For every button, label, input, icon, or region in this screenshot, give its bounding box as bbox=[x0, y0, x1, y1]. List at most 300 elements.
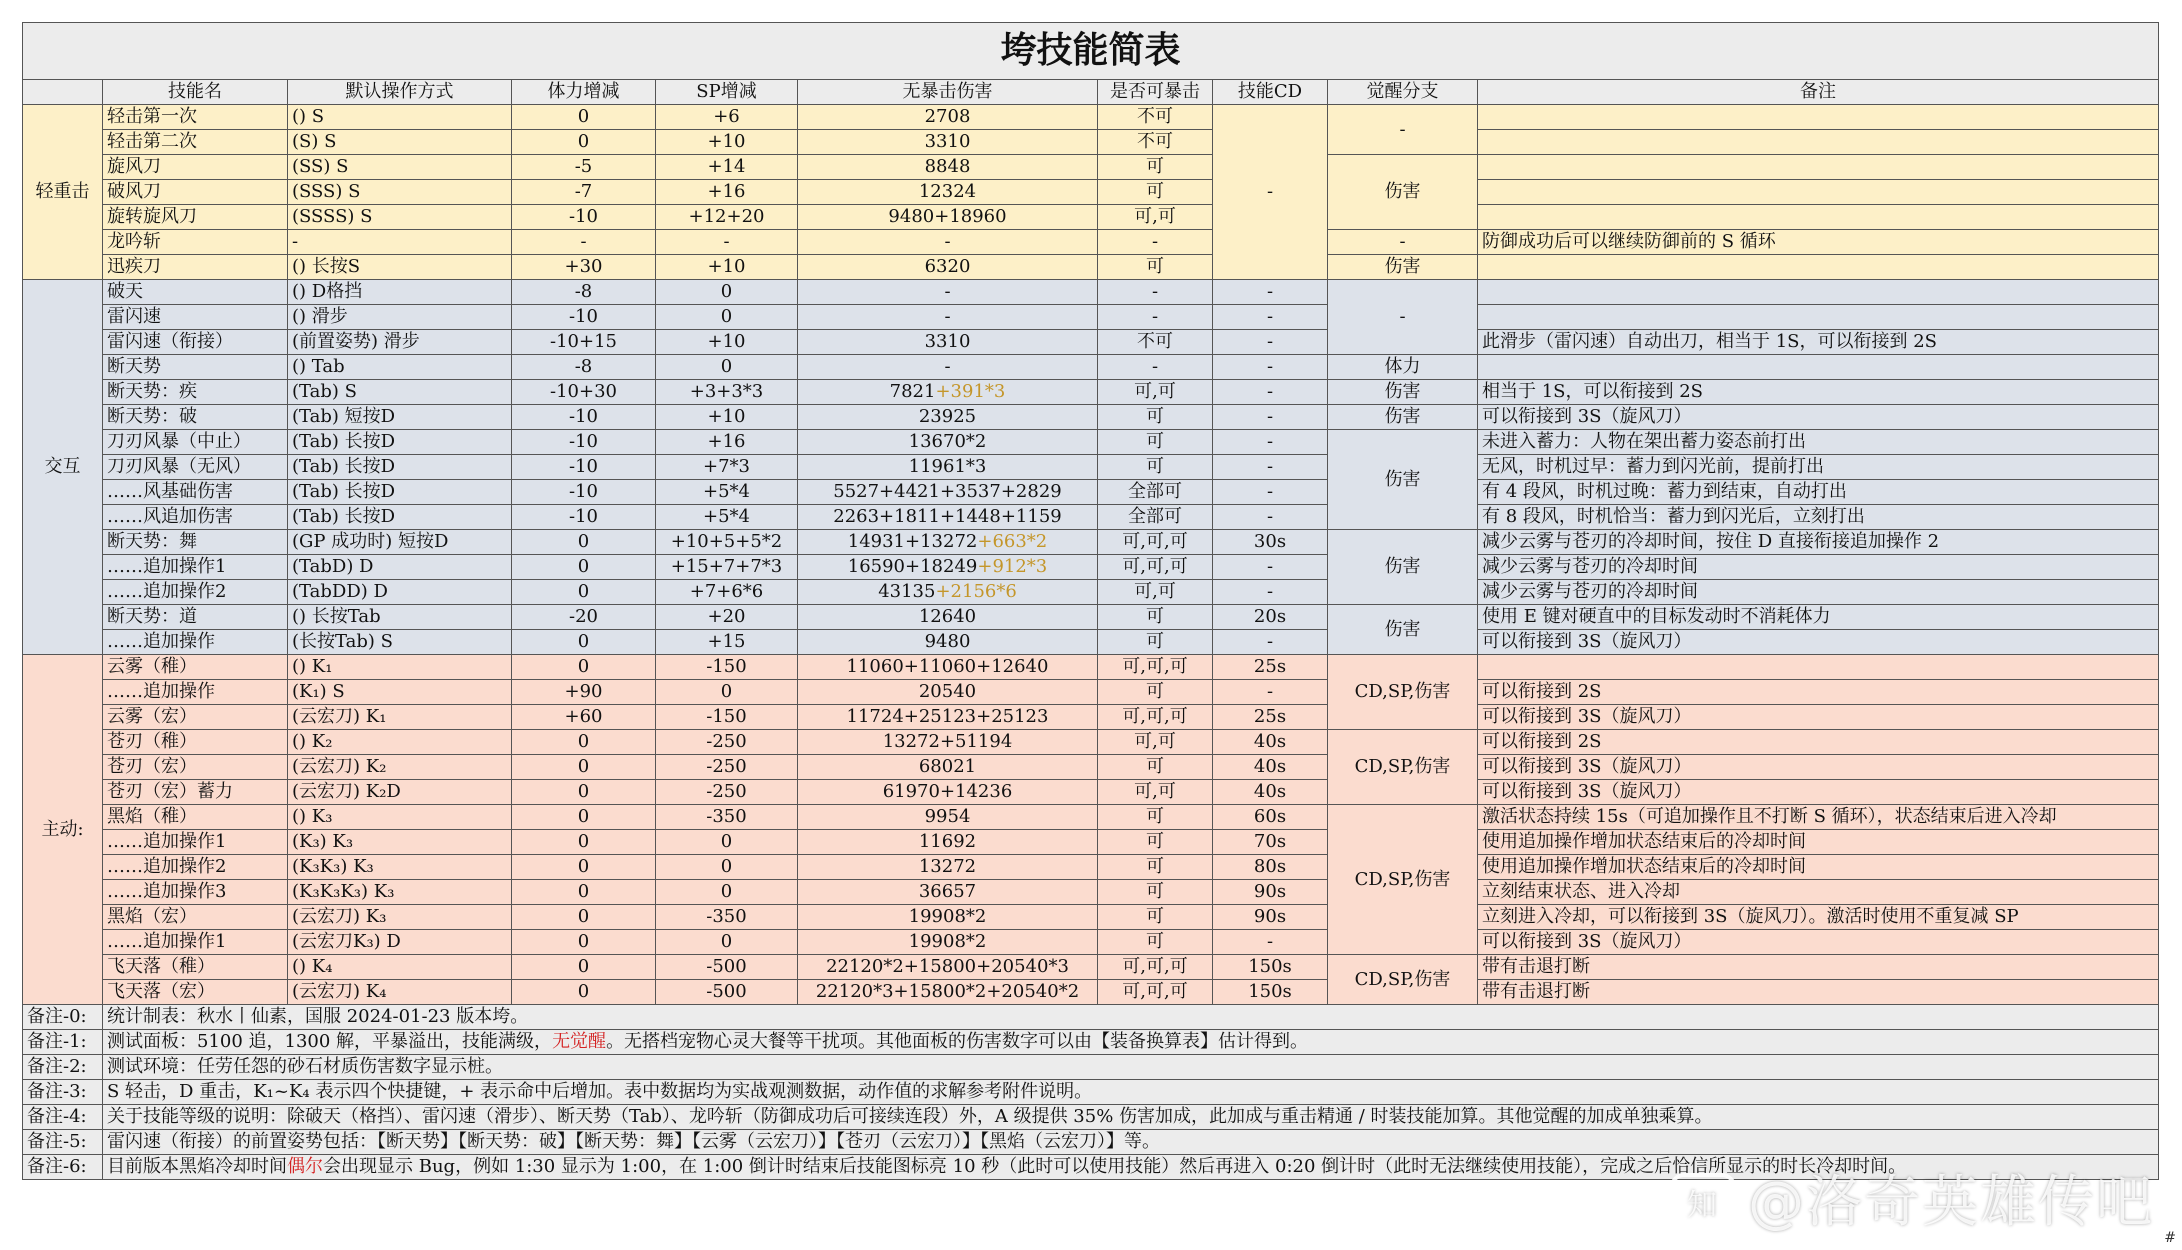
damage-cell[interactable] bbox=[798, 830, 1098, 855]
sp-cell[interactable]: +7+6*6 bbox=[656, 580, 798, 605]
stamina-cell[interactable]: -10 bbox=[512, 305, 656, 330]
operation-cell[interactable]: () D格挡 bbox=[288, 280, 512, 305]
note-cell[interactable]: 立刻结束状态、进入冷却 bbox=[1478, 880, 2159, 905]
cd-cell[interactable]: - bbox=[1213, 580, 1328, 605]
operation-cell[interactable]: (TabD) D bbox=[288, 555, 512, 580]
sp-cell[interactable]: +10 bbox=[656, 330, 798, 355]
awaken-branch-cell[interactable]: - bbox=[1328, 280, 1478, 355]
sp-cell[interactable]: 0 bbox=[656, 880, 798, 905]
note-cell[interactable] bbox=[1478, 355, 2159, 380]
header-cell[interactable]: 觉醒分支 bbox=[1328, 80, 1478, 105]
sp-cell[interactable]: 0 bbox=[656, 680, 798, 705]
operation-cell[interactable]: (Tab) 长按D bbox=[288, 505, 512, 530]
damage-cell[interactable] bbox=[798, 530, 1098, 555]
damage-cell[interactable] bbox=[798, 155, 1098, 180]
header-cell[interactable]: 技能CD bbox=[1213, 80, 1328, 105]
crit-cell[interactable]: 可 bbox=[1098, 430, 1213, 455]
skill-name-cell[interactable]: 苍刃（宏） bbox=[103, 755, 288, 780]
crit-cell[interactable]: - bbox=[1098, 355, 1213, 380]
cd-cell[interactable]: - bbox=[1213, 455, 1328, 480]
skill-name-cell[interactable]: 苍刃（稚） bbox=[103, 730, 288, 755]
operation-cell[interactable]: (Tab) 长按D bbox=[288, 455, 512, 480]
skill-name-cell[interactable]: 破风刀 bbox=[103, 180, 288, 205]
operation-cell[interactable]: (SS) S bbox=[288, 155, 512, 180]
note-cell[interactable] bbox=[1478, 130, 2159, 155]
damage-cell[interactable] bbox=[798, 730, 1098, 755]
awaken-branch-cell[interactable]: 体力 bbox=[1328, 355, 1478, 380]
skill-name-cell[interactable]: 云雾（宏） bbox=[103, 705, 288, 730]
skill-name-cell[interactable]: 飞天落（稚） bbox=[103, 955, 288, 980]
skill-name-cell[interactable]: 断天势：道 bbox=[103, 605, 288, 630]
damage-cell[interactable] bbox=[798, 130, 1098, 155]
sp-cell[interactable]: -500 bbox=[656, 955, 798, 980]
skill-name-cell[interactable]: 刀刃风暴（无风） bbox=[103, 455, 288, 480]
stamina-cell[interactable]: 0 bbox=[512, 555, 656, 580]
crit-cell[interactable]: 可,可,可 bbox=[1098, 555, 1213, 580]
crit-cell[interactable]: 全部可 bbox=[1098, 505, 1213, 530]
sp-cell[interactable]: -250 bbox=[656, 755, 798, 780]
damage-cell[interactable] bbox=[798, 955, 1098, 980]
operation-cell[interactable]: (Tab) 长按D bbox=[288, 480, 512, 505]
operation-cell[interactable]: (K₃) K₃ bbox=[288, 830, 512, 855]
operation-cell[interactable]: (云宏刀) K₃ bbox=[288, 905, 512, 930]
crit-cell[interactable]: 可 bbox=[1098, 830, 1213, 855]
note-cell[interactable]: 防御成功后可以继续防御前的 S 循环 bbox=[1478, 230, 2159, 255]
stamina-cell[interactable]: 0 bbox=[512, 530, 656, 555]
damage-cell[interactable] bbox=[798, 930, 1098, 955]
cd-cell[interactable]: 25s bbox=[1213, 705, 1328, 730]
crit-cell[interactable]: 可,可,可 bbox=[1098, 980, 1213, 1005]
skill-name-cell[interactable]: 刀刃风暴（中止） bbox=[103, 430, 288, 455]
stamina-cell[interactable]: -10+30 bbox=[512, 380, 656, 405]
cd-cell[interactable]: 60s bbox=[1213, 805, 1328, 830]
skill-name-cell[interactable]: 飞天落（宏） bbox=[103, 980, 288, 1005]
operation-cell[interactable]: () 长按Tab bbox=[288, 605, 512, 630]
crit-cell[interactable]: 可 bbox=[1098, 155, 1213, 180]
awaken-branch-cell[interactable]: CD,SP,伤害 bbox=[1328, 655, 1478, 730]
operation-cell[interactable]: (前置姿势) 滑步 bbox=[288, 330, 512, 355]
stamina-cell[interactable]: -10 bbox=[512, 455, 656, 480]
operation-cell[interactable]: () K₃ bbox=[288, 805, 512, 830]
operation-cell[interactable]: (K₁) S bbox=[288, 680, 512, 705]
damage-cell[interactable] bbox=[798, 355, 1098, 380]
skill-name-cell[interactable]: ……风基础伤害 bbox=[103, 480, 288, 505]
stamina-cell[interactable]: 0 bbox=[512, 905, 656, 930]
damage-cell[interactable] bbox=[798, 705, 1098, 730]
skill-name-cell[interactable]: 旋转旋风刀 bbox=[103, 205, 288, 230]
note-cell[interactable]: 相当于 1S，可以衔接到 2S bbox=[1478, 380, 2159, 405]
crit-cell[interactable]: 可 bbox=[1098, 455, 1213, 480]
note-cell[interactable]: 使用追加操作增加状态结束后的冷却时间 bbox=[1478, 855, 2159, 880]
crit-cell[interactable]: - bbox=[1098, 305, 1213, 330]
sp-cell[interactable]: 0 bbox=[656, 930, 798, 955]
sp-cell[interactable]: -150 bbox=[656, 705, 798, 730]
skill-name-cell[interactable]: 雷闪速（衔接） bbox=[103, 330, 288, 355]
operation-cell[interactable]: (云宏刀) K₂ bbox=[288, 755, 512, 780]
sp-cell[interactable]: 0 bbox=[656, 830, 798, 855]
damage-cell[interactable] bbox=[798, 880, 1098, 905]
cd-cell[interactable]: 70s bbox=[1213, 830, 1328, 855]
stamina-cell[interactable]: 0 bbox=[512, 755, 656, 780]
damage-cell[interactable] bbox=[798, 555, 1098, 580]
damage-cell[interactable] bbox=[798, 330, 1098, 355]
skill-name-cell[interactable]: 龙吟斩 bbox=[103, 230, 288, 255]
crit-cell[interactable]: 可 bbox=[1098, 180, 1213, 205]
cd-cell[interactable]: 40s bbox=[1213, 730, 1328, 755]
cd-cell[interactable]: - bbox=[1213, 930, 1328, 955]
sp-cell[interactable]: +15+7+7*3 bbox=[656, 555, 798, 580]
cd-cell[interactable]: - bbox=[1213, 630, 1328, 655]
stamina-cell[interactable]: 0 bbox=[512, 630, 656, 655]
note-cell[interactable]: 使用 E 键对硬直中的目标发动时不消耗体力 bbox=[1478, 605, 2159, 630]
crit-cell[interactable]: 可,可,可 bbox=[1098, 530, 1213, 555]
crit-cell[interactable]: 可,可 bbox=[1098, 730, 1213, 755]
sp-cell[interactable]: +6 bbox=[656, 105, 798, 130]
operation-cell[interactable]: (S) S bbox=[288, 130, 512, 155]
stamina-cell[interactable]: -8 bbox=[512, 355, 656, 380]
stamina-cell[interactable]: -10+15 bbox=[512, 330, 656, 355]
cd-cell[interactable]: 150s bbox=[1213, 980, 1328, 1005]
header-cell[interactable]: 技能名 bbox=[103, 80, 288, 105]
sp-cell[interactable]: +20 bbox=[656, 605, 798, 630]
damage-cell[interactable] bbox=[798, 580, 1098, 605]
awaken-branch-cell[interactable]: 伤害 bbox=[1328, 605, 1478, 655]
sp-cell[interactable]: -500 bbox=[656, 980, 798, 1005]
sp-cell[interactable]: +10 bbox=[656, 255, 798, 280]
operation-cell[interactable]: () Tab bbox=[288, 355, 512, 380]
damage-cell[interactable] bbox=[798, 255, 1098, 280]
crit-cell[interactable]: 不可 bbox=[1098, 130, 1213, 155]
awaken-branch-cell[interactable]: 伤害 bbox=[1328, 430, 1478, 530]
damage-cell[interactable] bbox=[798, 855, 1098, 880]
note-cell[interactable]: 未进入蓄力：人物在架出蓄力姿态前打出 bbox=[1478, 430, 2159, 455]
sp-cell[interactable]: +10+5+5*2 bbox=[656, 530, 798, 555]
skill-name-cell[interactable]: 云雾（稚） bbox=[103, 655, 288, 680]
operation-cell[interactable]: (长按Tab) S bbox=[288, 630, 512, 655]
header-cell[interactable]: 无暴击伤害 bbox=[798, 80, 1098, 105]
cd-cell[interactable]: - bbox=[1213, 405, 1328, 430]
sp-cell[interactable]: +16 bbox=[656, 180, 798, 205]
awaken-branch-cell[interactable]: CD,SP,伤害 bbox=[1328, 955, 1478, 1005]
stamina-cell[interactable]: +30 bbox=[512, 255, 656, 280]
damage-cell[interactable] bbox=[798, 205, 1098, 230]
crit-cell[interactable]: 可,可 bbox=[1098, 380, 1213, 405]
operation-cell[interactable]: () K₄ bbox=[288, 955, 512, 980]
crit-cell[interactable]: 可 bbox=[1098, 755, 1213, 780]
stamina-cell[interactable]: 0 bbox=[512, 730, 656, 755]
skill-name-cell[interactable]: 断天势：疾 bbox=[103, 380, 288, 405]
sp-cell[interactable]: 0 bbox=[656, 305, 798, 330]
awaken-branch-cell[interactable]: CD,SP,伤害 bbox=[1328, 805, 1478, 955]
damage-cell[interactable] bbox=[798, 380, 1098, 405]
operation-cell[interactable]: (GP 成功时) 短按D bbox=[288, 530, 512, 555]
skill-name-cell[interactable]: 黑焰（宏） bbox=[103, 905, 288, 930]
sp-cell[interactable]: +3+3*3 bbox=[656, 380, 798, 405]
sp-cell[interactable]: +10 bbox=[656, 130, 798, 155]
note-cell[interactable]: 立刻进入冷却，可以衔接到 3S（旋风刀）。激活时使用不重复减 SP bbox=[1478, 905, 2159, 930]
stamina-cell[interactable]: +60 bbox=[512, 705, 656, 730]
sp-cell[interactable]: 0 bbox=[656, 355, 798, 380]
note-cell[interactable]: 可以衔接到 3S（旋风刀） bbox=[1478, 630, 2159, 655]
note-cell[interactable] bbox=[1478, 655, 2159, 680]
damage-cell[interactable] bbox=[798, 655, 1098, 680]
damage-cell[interactable] bbox=[798, 430, 1098, 455]
damage-cell[interactable] bbox=[798, 305, 1098, 330]
cd-cell[interactable]: 25s bbox=[1213, 655, 1328, 680]
note-cell[interactable]: 减少云雾与苍刃的冷却时间 bbox=[1478, 555, 2159, 580]
damage-cell[interactable] bbox=[798, 280, 1098, 305]
skill-name-cell[interactable]: ……追加操作1 bbox=[103, 830, 288, 855]
operation-cell[interactable]: (TabDD) D bbox=[288, 580, 512, 605]
damage-cell[interactable] bbox=[798, 180, 1098, 205]
note-cell[interactable]: 可以衔接到 3S（旋风刀） bbox=[1478, 705, 2159, 730]
crit-cell[interactable]: 可 bbox=[1098, 855, 1213, 880]
operation-cell[interactable]: (云宏刀) K₂D bbox=[288, 780, 512, 805]
cd-cell[interactable]: - bbox=[1213, 480, 1328, 505]
note-cell[interactable] bbox=[1478, 105, 2159, 130]
stamina-cell[interactable]: -20 bbox=[512, 605, 656, 630]
note-cell[interactable]: 可以衔接到 2S bbox=[1478, 730, 2159, 755]
skill-name-cell[interactable]: 破天 bbox=[103, 280, 288, 305]
stamina-cell[interactable]: 0 bbox=[512, 655, 656, 680]
stamina-cell[interactable]: -10 bbox=[512, 405, 656, 430]
note-cell[interactable]: 可以衔接到 3S（旋风刀） bbox=[1478, 930, 2159, 955]
awaken-branch-cell[interactable]: - bbox=[1328, 230, 1478, 255]
skill-name-cell[interactable]: ……追加操作 bbox=[103, 680, 288, 705]
cd-cell[interactable]: 90s bbox=[1213, 880, 1328, 905]
cd-cell[interactable]: 90s bbox=[1213, 905, 1328, 930]
skill-name-cell[interactable]: ……追加操作2 bbox=[103, 580, 288, 605]
operation-cell[interactable]: () 长按S bbox=[288, 255, 512, 280]
damage-cell[interactable] bbox=[798, 630, 1098, 655]
skill-name-cell[interactable]: ……追加操作2 bbox=[103, 855, 288, 880]
sp-cell[interactable]: -350 bbox=[656, 805, 798, 830]
header-cell[interactable]: 备注 bbox=[1478, 80, 2159, 105]
crit-cell[interactable]: - bbox=[1098, 230, 1213, 255]
operation-cell[interactable]: () K₁ bbox=[288, 655, 512, 680]
skill-name-cell[interactable]: ……追加操作1 bbox=[103, 930, 288, 955]
crit-cell[interactable]: 可 bbox=[1098, 905, 1213, 930]
cd-cell[interactable]: - bbox=[1213, 430, 1328, 455]
note-cell[interactable] bbox=[1478, 280, 2159, 305]
stamina-cell[interactable]: -7 bbox=[512, 180, 656, 205]
skill-name-cell[interactable]: ……追加操作3 bbox=[103, 880, 288, 905]
damage-cell[interactable] bbox=[798, 480, 1098, 505]
note-cell[interactable]: 此滑步（雷闪速）自动出刀，相当于 1S，可以衔接到 2S bbox=[1478, 330, 2159, 355]
damage-cell[interactable] bbox=[798, 605, 1098, 630]
crit-cell[interactable]: 可,可 bbox=[1098, 205, 1213, 230]
header-cell[interactable]: SP增减 bbox=[656, 80, 798, 105]
operation-cell[interactable]: (SSS) S bbox=[288, 180, 512, 205]
cd-cell[interactable]: 40s bbox=[1213, 780, 1328, 805]
stamina-cell[interactable]: -5 bbox=[512, 155, 656, 180]
sp-cell[interactable]: +14 bbox=[656, 155, 798, 180]
crit-cell[interactable]: 可 bbox=[1098, 255, 1213, 280]
operation-cell[interactable]: - bbox=[288, 230, 512, 255]
operation-cell[interactable]: (K₃K₃) K₃ bbox=[288, 855, 512, 880]
crit-cell[interactable]: 可,可 bbox=[1098, 780, 1213, 805]
cd-cell[interactable]: - bbox=[1213, 680, 1328, 705]
crit-cell[interactable]: 可,可 bbox=[1098, 580, 1213, 605]
awaken-branch-cell[interactable]: CD,SP,伤害 bbox=[1328, 730, 1478, 805]
stamina-cell[interactable]: 0 bbox=[512, 980, 656, 1005]
cd-cell[interactable]: 80s bbox=[1213, 855, 1328, 880]
cd-merged-cell[interactable]: - bbox=[1213, 105, 1328, 280]
note-cell[interactable]: 使用追加操作增加状态结束后的冷却时间 bbox=[1478, 830, 2159, 855]
note-cell[interactable] bbox=[1478, 305, 2159, 330]
awaken-branch-cell[interactable]: 伤害 bbox=[1328, 255, 1478, 280]
stamina-cell[interactable]: -10 bbox=[512, 430, 656, 455]
stamina-cell[interactable]: - bbox=[512, 230, 656, 255]
sp-cell[interactable]: +5*4 bbox=[656, 505, 798, 530]
note-cell[interactable] bbox=[1478, 205, 2159, 230]
note-cell[interactable]: 可以衔接到 3S（旋风刀） bbox=[1478, 405, 2159, 430]
crit-cell[interactable]: 不可 bbox=[1098, 105, 1213, 130]
note-cell[interactable]: 可以衔接到 2S bbox=[1478, 680, 2159, 705]
sp-cell[interactable]: -350 bbox=[656, 905, 798, 930]
stamina-cell[interactable]: 0 bbox=[512, 105, 656, 130]
sp-cell[interactable]: +7*3 bbox=[656, 455, 798, 480]
operation-cell[interactable]: (云宏刀) K₄ bbox=[288, 980, 512, 1005]
note-cell[interactable]: 无风，时机过早：蓄力到闪光前，提前打出 bbox=[1478, 455, 2159, 480]
note-cell[interactable] bbox=[1478, 155, 2159, 180]
skill-name-cell[interactable]: 旋风刀 bbox=[103, 155, 288, 180]
note-cell[interactable]: 减少云雾与苍刃的冷却时间，按住 D 直接衔接追加操作 2 bbox=[1478, 530, 2159, 555]
operation-cell[interactable]: () K₂ bbox=[288, 730, 512, 755]
crit-cell[interactable]: 可 bbox=[1098, 605, 1213, 630]
skill-name-cell[interactable]: 迅疾刀 bbox=[103, 255, 288, 280]
sp-cell[interactable]: -150 bbox=[656, 655, 798, 680]
stamina-cell[interactable]: 0 bbox=[512, 830, 656, 855]
note-cell[interactable]: 减少云雾与苍刃的冷却时间 bbox=[1478, 580, 2159, 605]
sp-cell[interactable]: +10 bbox=[656, 405, 798, 430]
stamina-cell[interactable]: -10 bbox=[512, 205, 656, 230]
skill-name-cell[interactable]: ……风追加伤害 bbox=[103, 505, 288, 530]
sp-cell[interactable]: 0 bbox=[656, 280, 798, 305]
damage-cell[interactable] bbox=[798, 680, 1098, 705]
cd-cell[interactable]: 150s bbox=[1213, 955, 1328, 980]
damage-cell[interactable] bbox=[798, 505, 1098, 530]
stamina-cell[interactable]: -10 bbox=[512, 480, 656, 505]
damage-cell[interactable] bbox=[798, 755, 1098, 780]
sp-cell[interactable]: +5*4 bbox=[656, 480, 798, 505]
sp-cell[interactable]: -250 bbox=[656, 780, 798, 805]
cd-cell[interactable]: 20s bbox=[1213, 605, 1328, 630]
stamina-cell[interactable]: 0 bbox=[512, 855, 656, 880]
cd-cell[interactable]: - bbox=[1213, 380, 1328, 405]
crit-cell[interactable]: 可,可,可 bbox=[1098, 655, 1213, 680]
crit-cell[interactable]: 可 bbox=[1098, 405, 1213, 430]
crit-cell[interactable]: 可 bbox=[1098, 805, 1213, 830]
operation-cell[interactable]: () S bbox=[288, 105, 512, 130]
stamina-cell[interactable]: +90 bbox=[512, 680, 656, 705]
cd-cell[interactable]: - bbox=[1213, 305, 1328, 330]
cd-cell[interactable]: - bbox=[1213, 555, 1328, 580]
note-cell[interactable]: 带有击退打断 bbox=[1478, 980, 2159, 1005]
operation-cell[interactable]: (SSSS) S bbox=[288, 205, 512, 230]
awaken-branch-cell[interactable]: 伤害 bbox=[1328, 380, 1478, 405]
damage-cell[interactable] bbox=[798, 230, 1098, 255]
crit-cell[interactable]: 可 bbox=[1098, 880, 1213, 905]
stamina-cell[interactable]: 0 bbox=[512, 930, 656, 955]
skill-name-cell[interactable]: 黑焰（稚） bbox=[103, 805, 288, 830]
skill-name-cell[interactable]: ……追加操作 bbox=[103, 630, 288, 655]
stamina-cell[interactable]: 0 bbox=[512, 880, 656, 905]
sp-cell[interactable]: 0 bbox=[656, 855, 798, 880]
crit-cell[interactable]: 可,可,可 bbox=[1098, 705, 1213, 730]
damage-cell[interactable] bbox=[798, 105, 1098, 130]
cd-cell[interactable]: - bbox=[1213, 355, 1328, 380]
sp-cell[interactable]: -250 bbox=[656, 730, 798, 755]
damage-cell[interactable] bbox=[798, 780, 1098, 805]
header-cell[interactable]: 默认操作方式 bbox=[288, 80, 512, 105]
stamina-cell[interactable]: 0 bbox=[512, 130, 656, 155]
operation-cell[interactable]: (Tab) S bbox=[288, 380, 512, 405]
awaken-branch-cell[interactable]: - bbox=[1328, 105, 1478, 155]
operation-cell[interactable]: (Tab) 短按D bbox=[288, 405, 512, 430]
operation-cell[interactable]: (云宏刀) K₁ bbox=[288, 705, 512, 730]
skill-name-cell[interactable]: 轻击第一次 bbox=[103, 105, 288, 130]
crit-cell[interactable]: 可 bbox=[1098, 680, 1213, 705]
sp-cell[interactable]: - bbox=[656, 230, 798, 255]
sp-cell[interactable]: +15 bbox=[656, 630, 798, 655]
note-cell[interactable] bbox=[1478, 180, 2159, 205]
note-cell[interactable]: 有 8 段风，时机恰当：蓄力到闪光后，立刻打出 bbox=[1478, 505, 2159, 530]
cd-cell[interactable]: 30s bbox=[1213, 530, 1328, 555]
crit-cell[interactable]: 可,可,可 bbox=[1098, 955, 1213, 980]
crit-cell[interactable]: 可 bbox=[1098, 630, 1213, 655]
sp-cell[interactable]: +12+20 bbox=[656, 205, 798, 230]
note-cell[interactable] bbox=[1478, 255, 2159, 280]
skill-name-cell[interactable]: 轻击第二次 bbox=[103, 130, 288, 155]
crit-cell[interactable]: 不可 bbox=[1098, 330, 1213, 355]
header-cell[interactable]: 是否可暴击 bbox=[1098, 80, 1213, 105]
skill-name-cell[interactable]: 断天势：破 bbox=[103, 405, 288, 430]
operation-cell[interactable]: (Tab) 长按D bbox=[288, 430, 512, 455]
note-cell[interactable]: 有 4 段风，时机过晚：蓄力到结束，自动打出 bbox=[1478, 480, 2159, 505]
operation-cell[interactable]: (K₃K₃K₃) K₃ bbox=[288, 880, 512, 905]
damage-cell[interactable] bbox=[798, 455, 1098, 480]
crit-cell[interactable]: - bbox=[1098, 280, 1213, 305]
skill-name-cell[interactable]: 雷闪速 bbox=[103, 305, 288, 330]
damage-cell[interactable] bbox=[798, 405, 1098, 430]
stamina-cell[interactable]: 0 bbox=[512, 805, 656, 830]
awaken-branch-cell[interactable]: 伤害 bbox=[1328, 405, 1478, 430]
damage-cell[interactable] bbox=[798, 805, 1098, 830]
stamina-cell[interactable]: 0 bbox=[512, 780, 656, 805]
crit-cell[interactable]: 全部可 bbox=[1098, 480, 1213, 505]
cd-cell[interactable]: - bbox=[1213, 505, 1328, 530]
note-cell[interactable]: 可以衔接到 3S（旋风刀） bbox=[1478, 780, 2159, 805]
skill-name-cell[interactable]: 苍刃（宏）蓄力 bbox=[103, 780, 288, 805]
skill-name-cell[interactable]: 断天势 bbox=[103, 355, 288, 380]
stamina-cell[interactable]: 0 bbox=[512, 955, 656, 980]
note-cell[interactable]: 激活状态持续 15s（可追加操作且不打断 S 循环），状态结束后进入冷却 bbox=[1478, 805, 2159, 830]
damage-cell[interactable] bbox=[798, 905, 1098, 930]
cd-cell[interactable]: 40s bbox=[1213, 755, 1328, 780]
cd-cell[interactable]: - bbox=[1213, 330, 1328, 355]
stamina-cell[interactable]: -8 bbox=[512, 280, 656, 305]
note-cell[interactable]: 带有击退打断 bbox=[1478, 955, 2159, 980]
sp-cell[interactable]: +16 bbox=[656, 430, 798, 455]
cd-cell[interactable]: - bbox=[1213, 280, 1328, 305]
operation-cell[interactable]: () 滑步 bbox=[288, 305, 512, 330]
note-cell[interactable]: 可以衔接到 3S（旋风刀） bbox=[1478, 755, 2159, 780]
awaken-branch-cell[interactable]: 伤害 bbox=[1328, 155, 1478, 230]
skill-name-cell[interactable]: 断天势：舞 bbox=[103, 530, 288, 555]
operation-cell[interactable]: (云宏刀K₃) D bbox=[288, 930, 512, 955]
stamina-cell[interactable]: -10 bbox=[512, 505, 656, 530]
